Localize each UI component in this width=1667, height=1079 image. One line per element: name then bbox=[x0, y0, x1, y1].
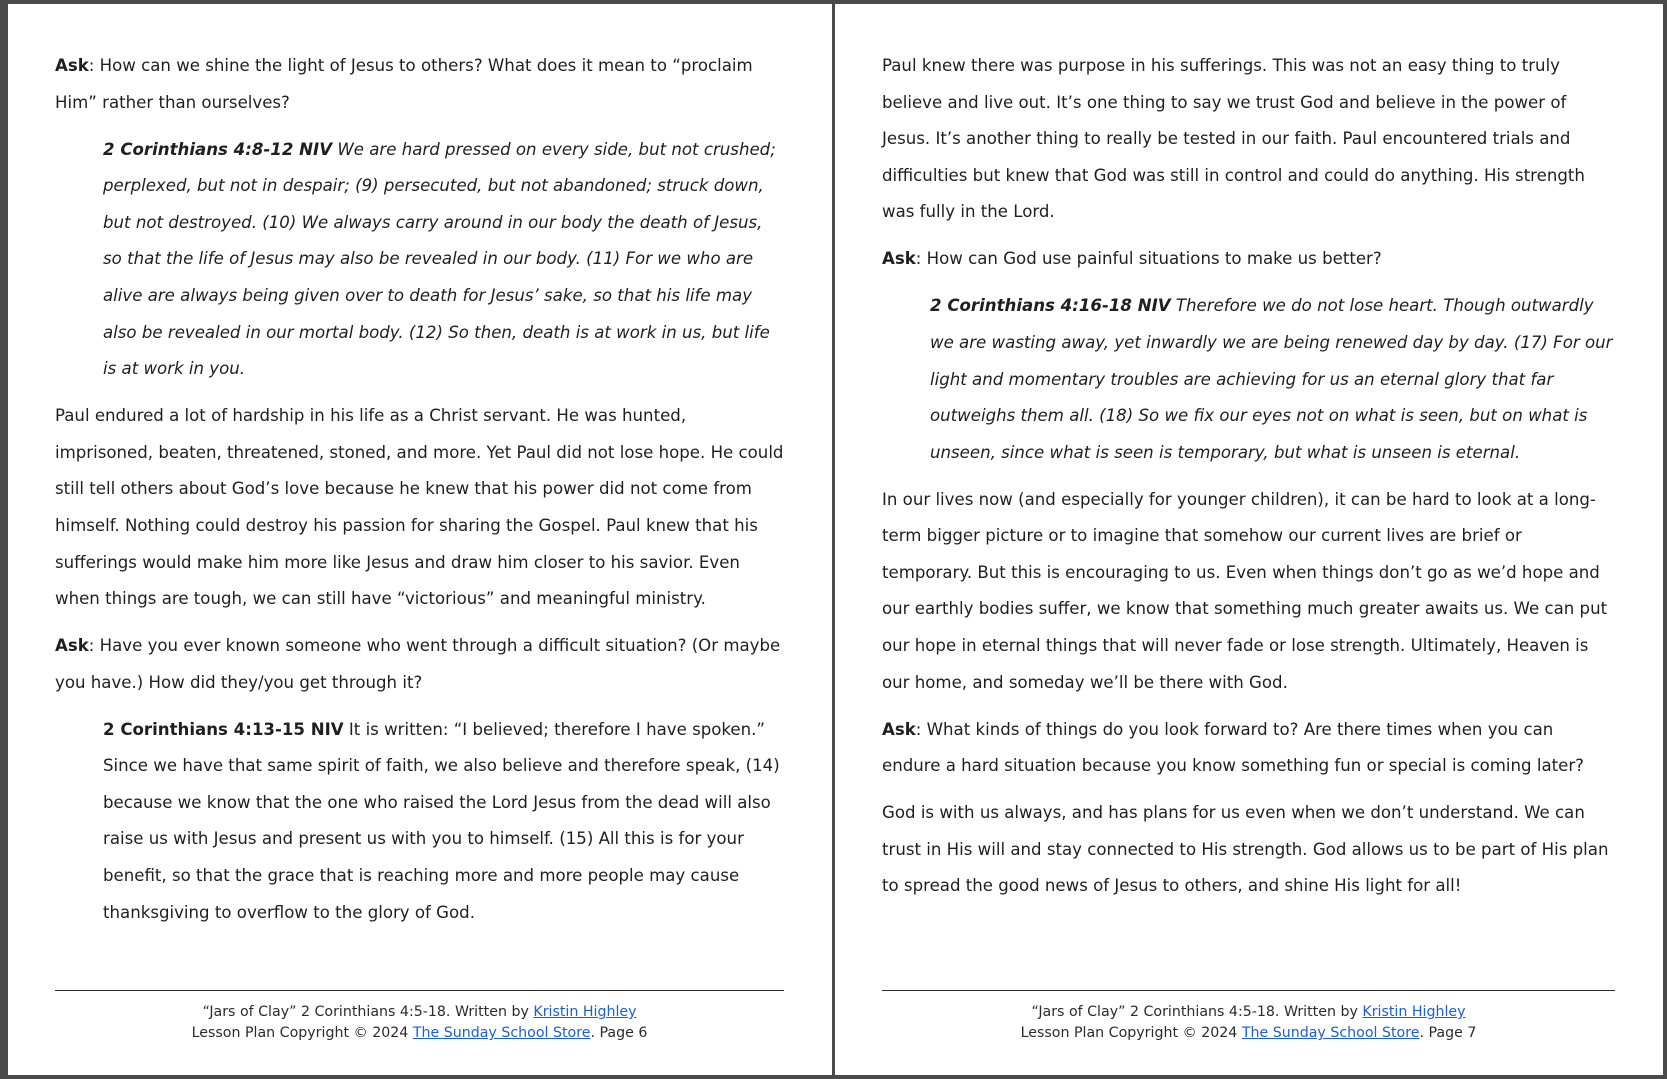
ask-label: Ask bbox=[882, 719, 916, 739]
scripture-reference: 2 Corinthians 4:8-12 NIV bbox=[103, 139, 333, 159]
scripture-quote bbox=[103, 132, 784, 388]
footer-line-2 bbox=[882, 1023, 1615, 1044]
ask-paragraph bbox=[882, 241, 1615, 278]
ask-label: Ask bbox=[882, 249, 916, 269]
body-paragraph: Paul knew there was purpose in his sufferings. This was not an easy thing to truly believe and live out. It’s one thing to say we trust God and believe in the power of Jesus. It’s another thing to really be tested in our faith. Paul encountered trials and difficulties but knew that God was still in control and could do anything. His strength was fully in the Lord. bbox=[882, 56, 1585, 222]
scripture-quote bbox=[930, 288, 1615, 471]
copyright-text: Lesson Plan Copyright © 2024 bbox=[1020, 1025, 1242, 1041]
footer-line-1 bbox=[55, 1002, 784, 1023]
ask-paragraph bbox=[55, 48, 784, 121]
author-link[interactable]: Kristin Highley bbox=[1362, 1004, 1466, 1020]
page-content bbox=[882, 48, 1615, 915]
page-7 bbox=[835, 4, 1663, 1075]
footer-title: “Jars of Clay” 2 Corinthians 4:5-18. Written by bbox=[202, 1004, 534, 1020]
ask-label: Ask bbox=[55, 56, 89, 75]
ask-text: : What kinds of things do you look forward to? Are there times when you can endure a hard situation because you know something fun or special is coming later? bbox=[882, 719, 1584, 776]
ask-text: : Have you ever known someone who went through a difficult situation? (Or maybe you have.) How did they/you get through it? bbox=[55, 636, 781, 692]
footer-line-1 bbox=[882, 1002, 1615, 1023]
footer-line-2 bbox=[55, 1023, 784, 1044]
footer-divider bbox=[55, 990, 784, 991]
ask-text: : How can God use painful situations to make us better? bbox=[915, 249, 1382, 269]
page-content bbox=[55, 48, 784, 942]
ask-label: Ask bbox=[55, 636, 89, 656]
author-link[interactable]: Kristin Highley bbox=[533, 1004, 637, 1020]
store-link[interactable]: The Sunday School Store bbox=[1241, 1025, 1420, 1041]
page-number: . Page 7 bbox=[1419, 1025, 1477, 1041]
page-number: . Page 6 bbox=[590, 1025, 648, 1041]
ask-paragraph bbox=[882, 712, 1615, 785]
scripture-reference: 2 Corinthians 4:16-18 NIV bbox=[930, 296, 1171, 316]
ask-text: : How can we shine the light of Jesus to others? What does it mean to “proclaim Him” rather than ourselves? bbox=[55, 56, 753, 112]
store-link[interactable]: The Sunday School Store bbox=[412, 1025, 591, 1041]
page-footer bbox=[55, 1002, 784, 1044]
scripture-quote bbox=[103, 712, 784, 932]
scripture-text: Therefore we do not lose heart. Though outwardly we are wasting away, yet inwardly we are being renewed day by day. (17) For our light and momentary troubles are achieving for us an eternal glory that far outweighs them all. (18) So we fix our eyes not on what is seen, but on what is unseen, since what is seen is temporary, but what is unseen is eternal. bbox=[930, 296, 1613, 462]
scripture-text: It is written: “I believed; therefore I have spoken.” Since we have that same spirit of faith, we also believe and therefore speak, (14) because we know that the one who raised the Lord Jesus from the dead will also raise us with Jesus and present us with you to himself. (15) All this is for your benefit, so that the grace that is reaching more and more people may cause thanksgiving to overflow to the glory of God. bbox=[103, 719, 780, 922]
body-paragraph: God is with us always, and has plans for us even when we don’t understand. We can trust in His will and stay connected to His strength. God allows us to be part of His plan to spread the good news of Jesus to others, and shine His light for all! bbox=[882, 803, 1609, 896]
footer-title: “Jars of Clay” 2 Corinthians 4:5-18. Written by bbox=[1031, 1004, 1363, 1020]
page-footer bbox=[882, 1002, 1615, 1044]
page-6 bbox=[8, 4, 832, 1075]
footer-divider bbox=[882, 990, 1615, 991]
scripture-reference: 2 Corinthians 4:13-15 NIV bbox=[103, 719, 344, 739]
ask-paragraph bbox=[55, 628, 784, 701]
copyright-text: Lesson Plan Copyright © 2024 bbox=[191, 1025, 413, 1041]
body-paragraph: Paul endured a lot of hardship in his life as a Christ servant. He was hunted, imprisoned, beaten, threatened, stoned, and more. Yet Paul did not lose hope. He could still tell others about God’s love because he knew that his power did not come from himself. Nothing could destroy his passion for sharing the Gospel. Paul knew that his sufferings would make him more like Jesus and draw him closer to his savior. Even when things are tough, we can still have “victorious” and meaningful ministry. bbox=[55, 406, 784, 609]
body-paragraph: In our lives now (and especially for younger children), it can be hard to look at a long-term bigger picture or to imagine that somehow our current lives are brief or temporary. But this is encouraging to us. Even when things don’t go as we’d hope and our earthly bodies suffer, we know that something much greater awaits us. We can put our hope in eternal things that will never fade or lose strength. Ultimately, Heaven is our home, and someday we’ll be there with God. bbox=[882, 489, 1608, 692]
scripture-text: We are hard pressed on every side, but not crushed; perplexed, but not in despair; (9) persecuted, but not abandoned; struck down, but not destroyed. (10) We always carry around in our body the death of Jesus, so that the life of Jesus may also be revealed in our body. (11) For we who are alive are always being given over to death for Jesus’ sake, so that his life may also be revealed in our mortal body. (12) So then, death is at work in us, but life is at work in you. bbox=[103, 139, 776, 379]
